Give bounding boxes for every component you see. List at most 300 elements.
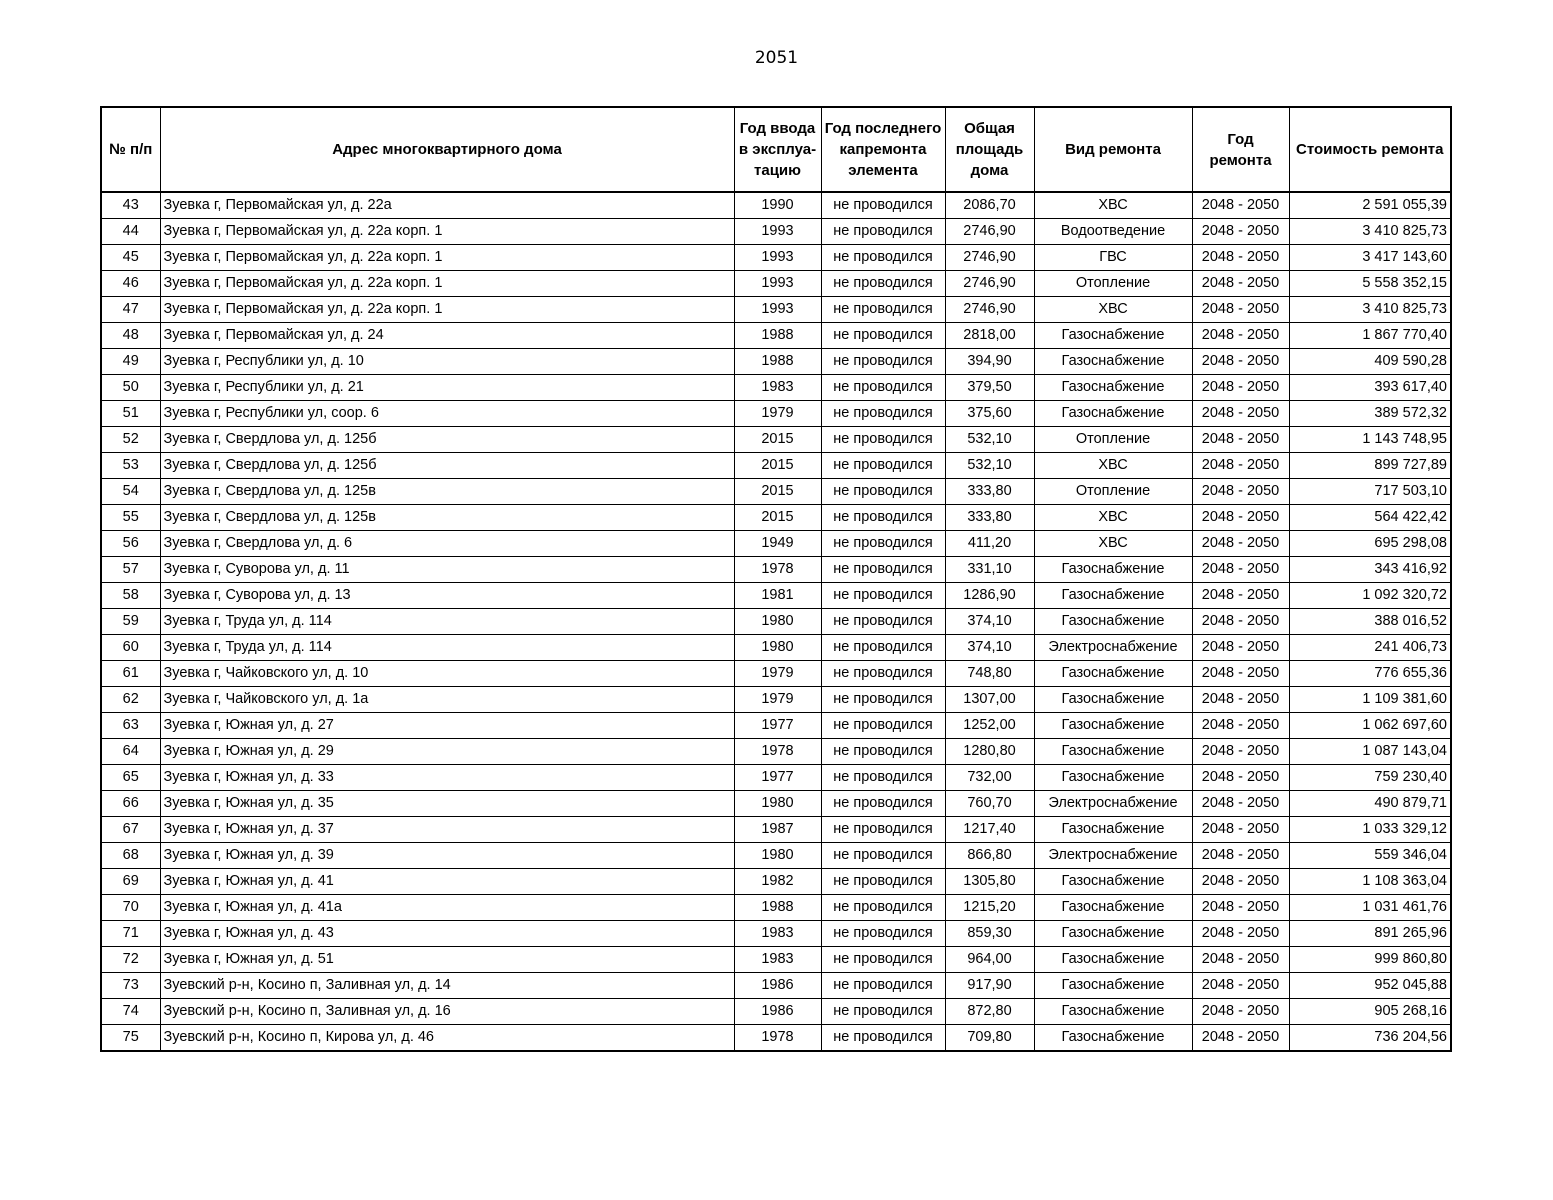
table-row: [101, 739, 1451, 765]
row-number: 49: [101, 349, 160, 375]
row-number: 48: [101, 323, 160, 349]
address-cell: Зуевка г, Свердлова ул, д. 125б: [160, 453, 734, 479]
table-row: [101, 999, 1451, 1025]
table-row: [101, 895, 1451, 921]
row-number: 68: [101, 843, 160, 869]
row-number: 64: [101, 739, 160, 765]
repair-type-cell: Газоснабжение: [1034, 765, 1192, 791]
repair-type-cell: Газоснабжение: [1034, 713, 1192, 739]
address-cell: Зуевка г, Свердлова ул, д. 125в: [160, 505, 734, 531]
repair-year-cell: 2048 - 2050: [1192, 219, 1289, 245]
row-number: 58: [101, 583, 160, 609]
cost-cell: 1 033 329,12: [1289, 817, 1451, 843]
repair-type-cell: Отопление: [1034, 271, 1192, 297]
cost-cell: 905 268,16: [1289, 999, 1451, 1025]
address-cell: Зуевка г, Чайковского ул, д. 10: [160, 661, 734, 687]
repair-type-cell: Газоснабжение: [1034, 739, 1192, 765]
last-repair-cell: не проводился: [821, 713, 945, 739]
page-number: 2051: [754, 48, 799, 68]
table-row: [101, 479, 1451, 505]
repair-year-cell: 2048 - 2050: [1192, 375, 1289, 401]
cost-cell: 899 727,89: [1289, 453, 1451, 479]
last-repair-cell: не проводился: [821, 375, 945, 401]
repair-type-cell: ГВС: [1034, 245, 1192, 271]
table-row: [101, 765, 1451, 791]
last-repair-cell: не проводился: [821, 791, 945, 817]
address-cell: Зуевка г, Чайковского ул, д. 1а: [160, 687, 734, 713]
address-cell: Зуевский р-н, Косино п, Кирова ул, д. 46: [160, 1025, 734, 1052]
area-cell: 964,00: [945, 947, 1034, 973]
row-number: 45: [101, 245, 160, 271]
last-repair-cell: не проводился: [821, 349, 945, 375]
year-built-cell: 1983: [734, 375, 821, 401]
area-cell: 1252,00: [945, 713, 1034, 739]
table-row: [101, 219, 1451, 245]
year-built-cell: 1980: [734, 635, 821, 661]
area-cell: 732,00: [945, 765, 1034, 791]
last-repair-cell: не проводился: [821, 323, 945, 349]
table-row: [101, 609, 1451, 635]
repair-year-cell: 2048 - 2050: [1192, 843, 1289, 869]
row-number: 51: [101, 401, 160, 427]
repair-type-cell: Газоснабжение: [1034, 869, 1192, 895]
repair-type-cell: ХВС: [1034, 505, 1192, 531]
header-repair-type: Вид ремонта: [1034, 107, 1192, 192]
repair-type-cell: Газоснабжение: [1034, 661, 1192, 687]
area-cell: 379,50: [945, 375, 1034, 401]
address-cell: Зуевка г, Южная ул, д. 43: [160, 921, 734, 947]
row-number: 75: [101, 1025, 160, 1052]
last-repair-cell: не проводился: [821, 687, 945, 713]
repair-type-cell: Газоснабжение: [1034, 557, 1192, 583]
repair-year-cell: 2048 - 2050: [1192, 739, 1289, 765]
last-repair-cell: не проводился: [821, 921, 945, 947]
last-repair-cell: не проводился: [821, 557, 945, 583]
repair-year-cell: 2048 - 2050: [1192, 271, 1289, 297]
last-repair-cell: не проводился: [821, 297, 945, 323]
repair-type-cell: Газоснабжение: [1034, 947, 1192, 973]
repair-year-cell: 2048 - 2050: [1192, 453, 1289, 479]
address-cell: Зуевка г, Южная ул, д. 27: [160, 713, 734, 739]
year-built-cell: 2015: [734, 427, 821, 453]
year-built-cell: 1980: [734, 609, 821, 635]
year-built-cell: 1977: [734, 713, 821, 739]
repair-type-cell: Газоснабжение: [1034, 583, 1192, 609]
table-row: [101, 375, 1451, 401]
row-number: 72: [101, 947, 160, 973]
table-header: [101, 107, 1451, 192]
table-row: [101, 245, 1451, 271]
repair-year-cell: 2048 - 2050: [1192, 635, 1289, 661]
cost-cell: 393 617,40: [1289, 375, 1451, 401]
header-last-repair: Год последнего капремонта элемента: [821, 107, 945, 192]
area-cell: 374,10: [945, 609, 1034, 635]
year-built-cell: 1988: [734, 349, 821, 375]
row-number: 44: [101, 219, 160, 245]
address-cell: Зуевка г, Республики ул, д. 10: [160, 349, 734, 375]
repair-year-cell: 2048 - 2050: [1192, 947, 1289, 973]
row-number: 60: [101, 635, 160, 661]
repair-type-cell: Газоснабжение: [1034, 999, 1192, 1025]
row-number: 50: [101, 375, 160, 401]
area-cell: 917,90: [945, 973, 1034, 999]
repair-type-cell: ХВС: [1034, 192, 1192, 219]
table-row: [101, 323, 1451, 349]
repair-type-cell: Газоснабжение: [1034, 349, 1192, 375]
area-cell: 375,60: [945, 401, 1034, 427]
year-built-cell: 1988: [734, 323, 821, 349]
repair-year-cell: 2048 - 2050: [1192, 192, 1289, 219]
table-row: [101, 791, 1451, 817]
year-built-cell: 1988: [734, 895, 821, 921]
repair-year-cell: 2048 - 2050: [1192, 401, 1289, 427]
cost-cell: 1 143 748,95: [1289, 427, 1451, 453]
address-cell: Зуевка г, Южная ул, д. 51: [160, 947, 734, 973]
cost-cell: 1 031 461,76: [1289, 895, 1451, 921]
address-cell: Зуевка г, Свердлова ул, д. 125в: [160, 479, 734, 505]
repair-type-cell: Газоснабжение: [1034, 1025, 1192, 1052]
area-cell: 859,30: [945, 921, 1034, 947]
table-row: [101, 1025, 1451, 1052]
area-cell: 331,10: [945, 557, 1034, 583]
row-number: 74: [101, 999, 160, 1025]
year-built-cell: 2015: [734, 479, 821, 505]
repair-year-cell: 2048 - 2050: [1192, 713, 1289, 739]
year-built-cell: 1993: [734, 297, 821, 323]
repair-type-cell: Газоснабжение: [1034, 687, 1192, 713]
cost-cell: 343 416,92: [1289, 557, 1451, 583]
area-cell: 2086,70: [945, 192, 1034, 219]
repair-year-cell: 2048 - 2050: [1192, 609, 1289, 635]
cost-cell: 1 109 381,60: [1289, 687, 1451, 713]
header-num: № п/п: [101, 107, 160, 192]
last-repair-cell: не проводился: [821, 1025, 945, 1052]
area-cell: 872,80: [945, 999, 1034, 1025]
cost-cell: 999 860,80: [1289, 947, 1451, 973]
cost-cell: 1 062 697,60: [1289, 713, 1451, 739]
address-cell: Зуевка г, Труда ул, д. 114: [160, 609, 734, 635]
cost-cell: 241 406,73: [1289, 635, 1451, 661]
area-cell: 1215,20: [945, 895, 1034, 921]
row-number: 71: [101, 921, 160, 947]
year-built-cell: 1990: [734, 192, 821, 219]
last-repair-cell: не проводился: [821, 401, 945, 427]
last-repair-cell: не проводился: [821, 531, 945, 557]
row-number: 69: [101, 869, 160, 895]
header-area: Общая площадь дома: [945, 107, 1034, 192]
last-repair-cell: не проводился: [821, 583, 945, 609]
cost-cell: 736 204,56: [1289, 1025, 1451, 1052]
cost-cell: 891 265,96: [1289, 921, 1451, 947]
area-cell: 760,70: [945, 791, 1034, 817]
repair-year-cell: 2048 - 2050: [1192, 791, 1289, 817]
last-repair-cell: не проводился: [821, 739, 945, 765]
repair-type-cell: Газоснабжение: [1034, 609, 1192, 635]
repair-year-cell: 2048 - 2050: [1192, 427, 1289, 453]
repair-year-cell: 2048 - 2050: [1192, 765, 1289, 791]
area-cell: 374,10: [945, 635, 1034, 661]
year-built-cell: 1982: [734, 869, 821, 895]
area-cell: 2746,90: [945, 219, 1034, 245]
address-cell: Зуевка г, Южная ул, д. 41: [160, 869, 734, 895]
address-cell: Зуевка г, Южная ул, д. 33: [160, 765, 734, 791]
repair-year-cell: 2048 - 2050: [1192, 973, 1289, 999]
area-cell: 333,80: [945, 479, 1034, 505]
row-number: 47: [101, 297, 160, 323]
year-built-cell: 1978: [734, 557, 821, 583]
row-number: 66: [101, 791, 160, 817]
area-cell: 2818,00: [945, 323, 1034, 349]
table-row: [101, 817, 1451, 843]
table-row: [101, 947, 1451, 973]
last-repair-cell: не проводился: [821, 895, 945, 921]
cost-cell: 1 092 320,72: [1289, 583, 1451, 609]
repair-year-cell: 2048 - 2050: [1192, 817, 1289, 843]
repair-year-cell: 2048 - 2050: [1192, 999, 1289, 1025]
address-cell: Зуевка г, Суворова ул, д. 13: [160, 583, 734, 609]
address-cell: Зуевка г, Первомайская ул, д. 22а корп. 1: [160, 245, 734, 271]
repair-type-cell: Электроснабжение: [1034, 843, 1192, 869]
area-cell: 748,80: [945, 661, 1034, 687]
table-row: [101, 427, 1451, 453]
cost-cell: 3 410 825,73: [1289, 297, 1451, 323]
last-repair-cell: не проводился: [821, 635, 945, 661]
area-cell: 394,90: [945, 349, 1034, 375]
last-repair-cell: не проводился: [821, 609, 945, 635]
year-built-cell: 1979: [734, 687, 821, 713]
row-number: 53: [101, 453, 160, 479]
area-cell: 866,80: [945, 843, 1034, 869]
address-cell: Зуевка г, Первомайская ул, д. 24: [160, 323, 734, 349]
repair-year-cell: 2048 - 2050: [1192, 687, 1289, 713]
repair-type-cell: Газоснабжение: [1034, 817, 1192, 843]
repair-year-cell: 2048 - 2050: [1192, 869, 1289, 895]
last-repair-cell: не проводился: [821, 765, 945, 791]
row-number: 65: [101, 765, 160, 791]
last-repair-cell: не проводился: [821, 661, 945, 687]
last-repair-cell: не проводился: [821, 869, 945, 895]
cost-cell: 1 108 363,04: [1289, 869, 1451, 895]
repair-type-cell: Газоснабжение: [1034, 895, 1192, 921]
repair-year-cell: 2048 - 2050: [1192, 531, 1289, 557]
row-number: 54: [101, 479, 160, 505]
year-built-cell: 1979: [734, 661, 821, 687]
row-number: 46: [101, 271, 160, 297]
area-cell: 1286,90: [945, 583, 1034, 609]
year-built-cell: 1986: [734, 999, 821, 1025]
address-cell: Зуевка г, Свердлова ул, д. 125б: [160, 427, 734, 453]
cost-cell: 409 590,28: [1289, 349, 1451, 375]
cost-cell: 389 572,32: [1289, 401, 1451, 427]
year-built-cell: 2015: [734, 453, 821, 479]
table-row: [101, 531, 1451, 557]
year-built-cell: 1977: [734, 765, 821, 791]
cost-cell: 1 867 770,40: [1289, 323, 1451, 349]
area-cell: 2746,90: [945, 297, 1034, 323]
table-row: [101, 687, 1451, 713]
header-address: Адрес многоквартирного дома: [160, 107, 734, 192]
area-cell: 1217,40: [945, 817, 1034, 843]
repair-year-cell: 2048 - 2050: [1192, 921, 1289, 947]
year-built-cell: 2015: [734, 505, 821, 531]
last-repair-cell: не проводился: [821, 271, 945, 297]
repair-type-cell: ХВС: [1034, 453, 1192, 479]
cost-cell: 559 346,04: [1289, 843, 1451, 869]
address-cell: Зуевка г, Первомайская ул, д. 22а корп. 1: [160, 297, 734, 323]
year-built-cell: 1983: [734, 947, 821, 973]
last-repair-cell: не проводился: [821, 973, 945, 999]
last-repair-cell: не проводился: [821, 947, 945, 973]
row-number: 52: [101, 427, 160, 453]
table-row: [101, 505, 1451, 531]
cost-cell: 2 591 055,39: [1289, 192, 1451, 219]
address-cell: Зуевка г, Первомайская ул, д. 22а корп. 1: [160, 219, 734, 245]
table-row: [101, 713, 1451, 739]
area-cell: 532,10: [945, 453, 1034, 479]
table-row: [101, 869, 1451, 895]
table-row: [101, 921, 1451, 947]
table-row: [101, 192, 1451, 219]
row-number: 61: [101, 661, 160, 687]
year-built-cell: 1949: [734, 531, 821, 557]
table-row: [101, 297, 1451, 323]
year-built-cell: 1978: [734, 1025, 821, 1052]
repair-type-cell: Электроснабжение: [1034, 635, 1192, 661]
last-repair-cell: не проводился: [821, 479, 945, 505]
repair-year-cell: 2048 - 2050: [1192, 895, 1289, 921]
address-cell: Зуевка г, Южная ул, д. 29: [160, 739, 734, 765]
year-built-cell: 1978: [734, 739, 821, 765]
repair-year-cell: 2048 - 2050: [1192, 505, 1289, 531]
area-cell: 532,10: [945, 427, 1034, 453]
table-row: [101, 583, 1451, 609]
table-body: [101, 192, 1451, 1051]
repair-schedule-table: [100, 106, 1452, 1052]
last-repair-cell: не проводился: [821, 245, 945, 271]
repair-year-cell: 2048 - 2050: [1192, 349, 1289, 375]
address-cell: Зуевка г, Суворова ул, д. 11: [160, 557, 734, 583]
header-repair-year: Год ремонта: [1192, 107, 1289, 192]
cost-cell: 3 417 143,60: [1289, 245, 1451, 271]
area-cell: 2746,90: [945, 245, 1034, 271]
repair-type-cell: Газоснабжение: [1034, 973, 1192, 999]
repair-type-cell: ХВС: [1034, 531, 1192, 557]
area-cell: 1307,00: [945, 687, 1034, 713]
address-cell: Зуевский р-н, Косино п, Заливная ул, д. 16: [160, 999, 734, 1025]
cost-cell: 5 558 352,15: [1289, 271, 1451, 297]
cost-cell: 388 016,52: [1289, 609, 1451, 635]
table-row: [101, 973, 1451, 999]
repair-year-cell: 2048 - 2050: [1192, 557, 1289, 583]
address-cell: Зуевка г, Республики ул, д. 21: [160, 375, 734, 401]
area-cell: 1305,80: [945, 869, 1034, 895]
last-repair-cell: не проводился: [821, 427, 945, 453]
table-row: [101, 661, 1451, 687]
repair-year-cell: 2048 - 2050: [1192, 245, 1289, 271]
repair-type-cell: Водоотведение: [1034, 219, 1192, 245]
row-number: 59: [101, 609, 160, 635]
repair-type-cell: Газоснабжение: [1034, 375, 1192, 401]
repair-type-cell: Отопление: [1034, 479, 1192, 505]
address-cell: Зуевка г, Южная ул, д. 37: [160, 817, 734, 843]
year-built-cell: 1986: [734, 973, 821, 999]
row-number: 67: [101, 817, 160, 843]
table-row: [101, 453, 1451, 479]
row-number: 43: [101, 192, 160, 219]
last-repair-cell: не проводился: [821, 219, 945, 245]
address-cell: Зуевка г, Южная ул, д. 41а: [160, 895, 734, 921]
year-built-cell: 1980: [734, 791, 821, 817]
year-built-cell: 1993: [734, 271, 821, 297]
address-cell: Зуевка г, Южная ул, д. 35: [160, 791, 734, 817]
last-repair-cell: не проводился: [821, 999, 945, 1025]
last-repair-cell: не проводился: [821, 817, 945, 843]
table-row: [101, 557, 1451, 583]
repair-type-cell: Газоснабжение: [1034, 401, 1192, 427]
row-number: 57: [101, 557, 160, 583]
address-cell: Зуевка г, Первомайская ул, д. 22а: [160, 192, 734, 219]
row-number: 56: [101, 531, 160, 557]
year-built-cell: 1980: [734, 843, 821, 869]
last-repair-cell: не проводился: [821, 453, 945, 479]
cost-cell: 3 410 825,73: [1289, 219, 1451, 245]
table-row: [101, 635, 1451, 661]
row-number: 63: [101, 713, 160, 739]
header-cost: Стоимость ремонта: [1289, 107, 1451, 192]
cost-cell: 490 879,71: [1289, 791, 1451, 817]
last-repair-cell: не проводился: [821, 505, 945, 531]
cost-cell: 717 503,10: [1289, 479, 1451, 505]
repair-year-cell: 2048 - 2050: [1192, 661, 1289, 687]
row-number: 62: [101, 687, 160, 713]
last-repair-cell: не проводился: [821, 192, 945, 219]
cost-cell: 776 655,36: [1289, 661, 1451, 687]
repair-type-cell: Электроснабжение: [1034, 791, 1192, 817]
repair-type-cell: Отопление: [1034, 427, 1192, 453]
area-cell: 2746,90: [945, 271, 1034, 297]
repair-year-cell: 2048 - 2050: [1192, 479, 1289, 505]
row-number: 55: [101, 505, 160, 531]
year-built-cell: 1983: [734, 921, 821, 947]
repair-year-cell: 2048 - 2050: [1192, 1025, 1289, 1052]
cost-cell: 695 298,08: [1289, 531, 1451, 557]
year-built-cell: 1979: [734, 401, 821, 427]
year-built-cell: 1987: [734, 817, 821, 843]
repair-type-cell: Газоснабжение: [1034, 323, 1192, 349]
table-row: [101, 349, 1451, 375]
cost-cell: 952 045,88: [1289, 973, 1451, 999]
address-cell: Зуевский р-н, Косино п, Заливная ул, д. 14: [160, 973, 734, 999]
cost-cell: 1 087 143,04: [1289, 739, 1451, 765]
year-built-cell: 1993: [734, 245, 821, 271]
year-built-cell: 1993: [734, 219, 821, 245]
row-number: 73: [101, 973, 160, 999]
area-cell: 411,20: [945, 531, 1034, 557]
repair-year-cell: 2048 - 2050: [1192, 583, 1289, 609]
address-cell: Зуевка г, Свердлова ул, д. 6: [160, 531, 734, 557]
address-cell: Зуевка г, Труда ул, д. 114: [160, 635, 734, 661]
address-cell: Зуевка г, Первомайская ул, д. 22а корп. 1: [160, 271, 734, 297]
address-cell: Зуевка г, Республики ул, соор. 6: [160, 401, 734, 427]
cost-cell: 564 422,42: [1289, 505, 1451, 531]
row-number: 70: [101, 895, 160, 921]
header-year-built: Год ввода в эксплуа-тацию: [734, 107, 821, 192]
table-row: [101, 843, 1451, 869]
table-row: [101, 271, 1451, 297]
repair-year-cell: 2048 - 2050: [1192, 323, 1289, 349]
year-built-cell: 1981: [734, 583, 821, 609]
header-row: [101, 107, 1451, 192]
